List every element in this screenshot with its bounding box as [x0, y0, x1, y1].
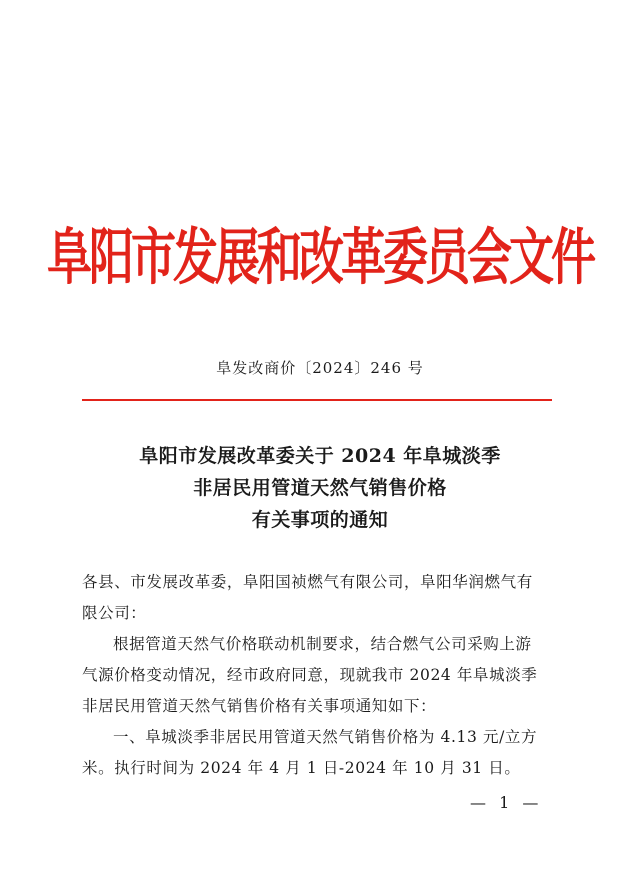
- body-line: 非居民用管道天然气销售价格有关事项通知如下：: [82, 697, 437, 715]
- notice-title-line: 有关事项的通知: [251, 509, 389, 531]
- body-line: 气源价格变动情况，经市政府同意，现就我市 2024 年阜城淡季: [82, 666, 538, 684]
- page-number: — 1 —: [470, 793, 543, 812]
- notice-title-line: 非居民用管道天然气销售价格: [193, 477, 447, 499]
- notice-title: [0, 440, 640, 536]
- body-line: 根据管道天然气价格联动机制要求，结合燃气公司采购上游: [113, 635, 532, 653]
- notice-title-line: 阜阳市发展改革委关于 2024 年阜城淡季: [139, 445, 501, 467]
- document-header-title: 阜阳市发展和改革委员会文件: [46, 221, 593, 294]
- document-number: 阜发改商价〔2024〕246 号: [216, 359, 424, 377]
- red-divider-line: [82, 399, 552, 401]
- body-line: 一、阜城淡季非居民用管道天然气销售价格为 4.13 元/立方: [113, 728, 538, 746]
- body-line: 限公司：: [82, 604, 147, 622]
- body-line: 米。执行时间为 2024 年 4 月 1 日-2024 年 10 月 31 日。: [82, 759, 521, 777]
- notice-body: [82, 567, 562, 784]
- body-line: 各县、市发展改革委，阜阳国祯燃气有限公司，阜阳华润燃气有: [82, 573, 533, 591]
